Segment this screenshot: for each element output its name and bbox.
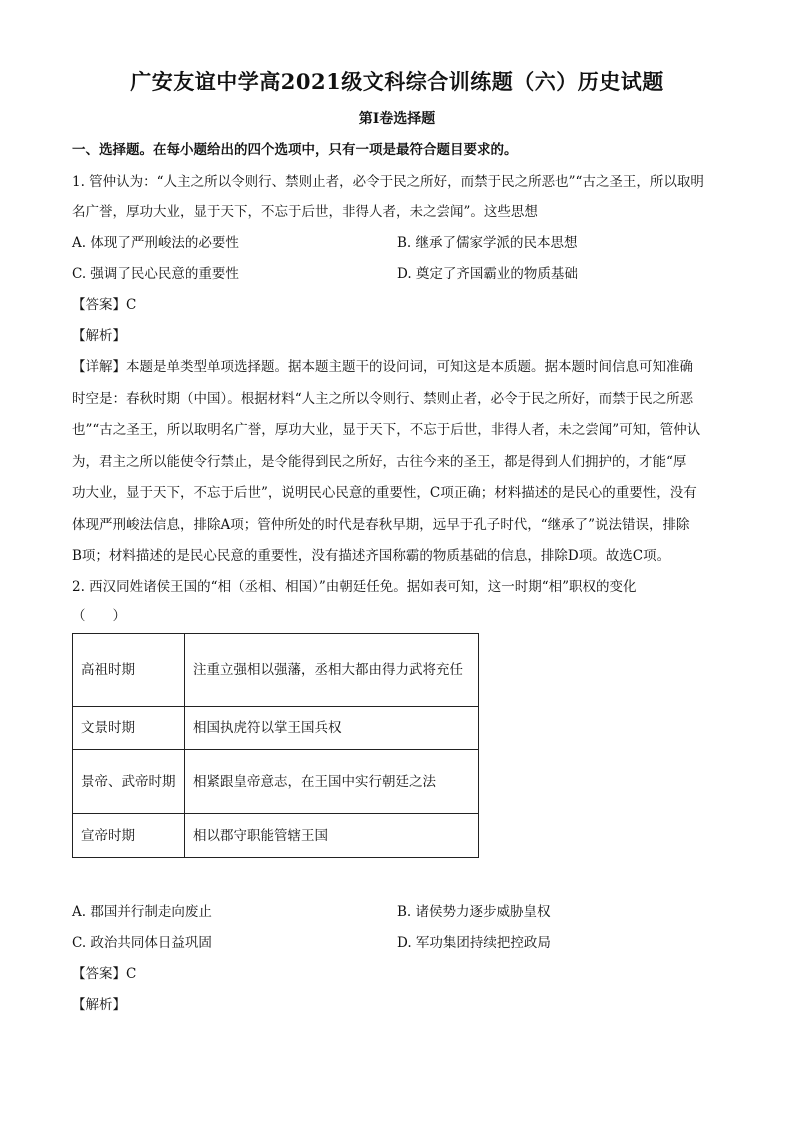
- q1-detail-line: B项；材料描述的是民心民意的重要性，没有描述齐国称霸的物质基础的信息，排除D项。故选C项。: [72, 548, 671, 564]
- q1-detail-line: 【详解】本题是单类型单项选择题。据本题主题干的设问词，可知这是本质题。据本题时间信息可知准确: [72, 359, 693, 375]
- q1-detail-line: 体现严刑峻法信息，排除A项；管仲所处的时代是春秋早期，远早于孔子时代，“继承了”说法错误，排除: [72, 517, 690, 533]
- section-heading: 一、选择题。在每小题给出的四个选项中，只有一项是最符合题目要求的。: [72, 142, 518, 158]
- table-cell-content: 相紧跟皇帝意志，在王国中实行朝廷之法: [185, 750, 479, 814]
- table-cell-period: 文景时期: [73, 707, 185, 750]
- q1-option-a: A. 体现了严刑峻法的必要性: [72, 235, 239, 251]
- q2-option-d: D. 军功集团持续把控政局: [397, 935, 551, 951]
- q1-detail-line: 时空是：春秋时期（中国）。根据材料“人主之所以令则行、禁则止者，必令于民之所好，而禁于民之所恶: [72, 391, 694, 407]
- q1-detail-line: 功大业，显于天下，不忘于后世”，说明民心民意的重要性，C项正确；材料描述的是民心的重要性，没有: [72, 485, 697, 501]
- table-cell-content: 相国执虎符以掌王国兵权: [185, 707, 479, 750]
- q1-option-b: B. 继承了儒家学派的民本思想: [397, 235, 578, 251]
- table-cell-content: 相以郡守职能管辖王国: [185, 814, 479, 858]
- page-title: 广安友谊中学高2021级文科综合训练题（六）历史试题: [130, 69, 664, 94]
- q2-answer: 【答案】C: [72, 966, 137, 982]
- q1-detail-line: 也”“古之圣王，所以取明名广誉，厚功大业，显于天下，不忘于后世，非得人者，未之尝闻”可知，管仲认: [72, 422, 701, 438]
- q2-option-c: C. 政治共同体日益巩固: [72, 935, 212, 951]
- table-row: [73, 634, 479, 707]
- q2-stem-line1: 2. 西汉同姓诸侯王国的“相（丞相、相国）”由朝廷任免。据如表可知，这一时期“相”职权的变化: [72, 579, 637, 595]
- q1-option-d: D. 奠定了齐国霸业的物质基础: [397, 266, 578, 282]
- q1-detail-line: 为，君主之所以能使令行禁止，是令能得到民之所好，古往今来的圣王，都是得到人们拥护的，才能“厚: [72, 454, 687, 470]
- q2-stem-line2: （ ）: [72, 608, 126, 624]
- table-cell-content: 注重立强相以强藩，丞相大都由得力武将充任: [185, 634, 479, 707]
- q1-answer: 【答案】C: [72, 297, 137, 313]
- table-row: [73, 814, 479, 858]
- q2-table: [72, 633, 479, 858]
- q1-analysis-label: 【解析】: [72, 328, 126, 344]
- table-cell-period: 宣帝时期: [73, 814, 185, 858]
- q2-analysis-label: 【解析】: [72, 997, 126, 1013]
- q1-stem-line2: 名广誉，厚功大业，显于天下，不忘于后世，非得人者，未之尝闻”。这些思想: [72, 204, 538, 220]
- q2-option-a: A. 郡国并行制走向废止: [72, 904, 212, 920]
- q2-option-b: B. 诸侯势力逐步威胁皇权: [397, 904, 551, 920]
- q1-option-c: C. 强调了民心民意的重要性: [72, 266, 239, 282]
- table-cell-period: 高祖时期: [73, 634, 185, 707]
- q1-stem-line1: 1. 管仲认为：“人主之所以令则行、禁则止者，必令于民之所好，而禁于民之所恶也”“古之圣王，所以取明: [72, 174, 704, 190]
- section-subtitle: 第Ⅰ卷选择题: [358, 111, 436, 127]
- table-cell-period: 景帝、武帝时期: [73, 750, 185, 814]
- table-row: [73, 707, 479, 750]
- table-row: [73, 750, 479, 814]
